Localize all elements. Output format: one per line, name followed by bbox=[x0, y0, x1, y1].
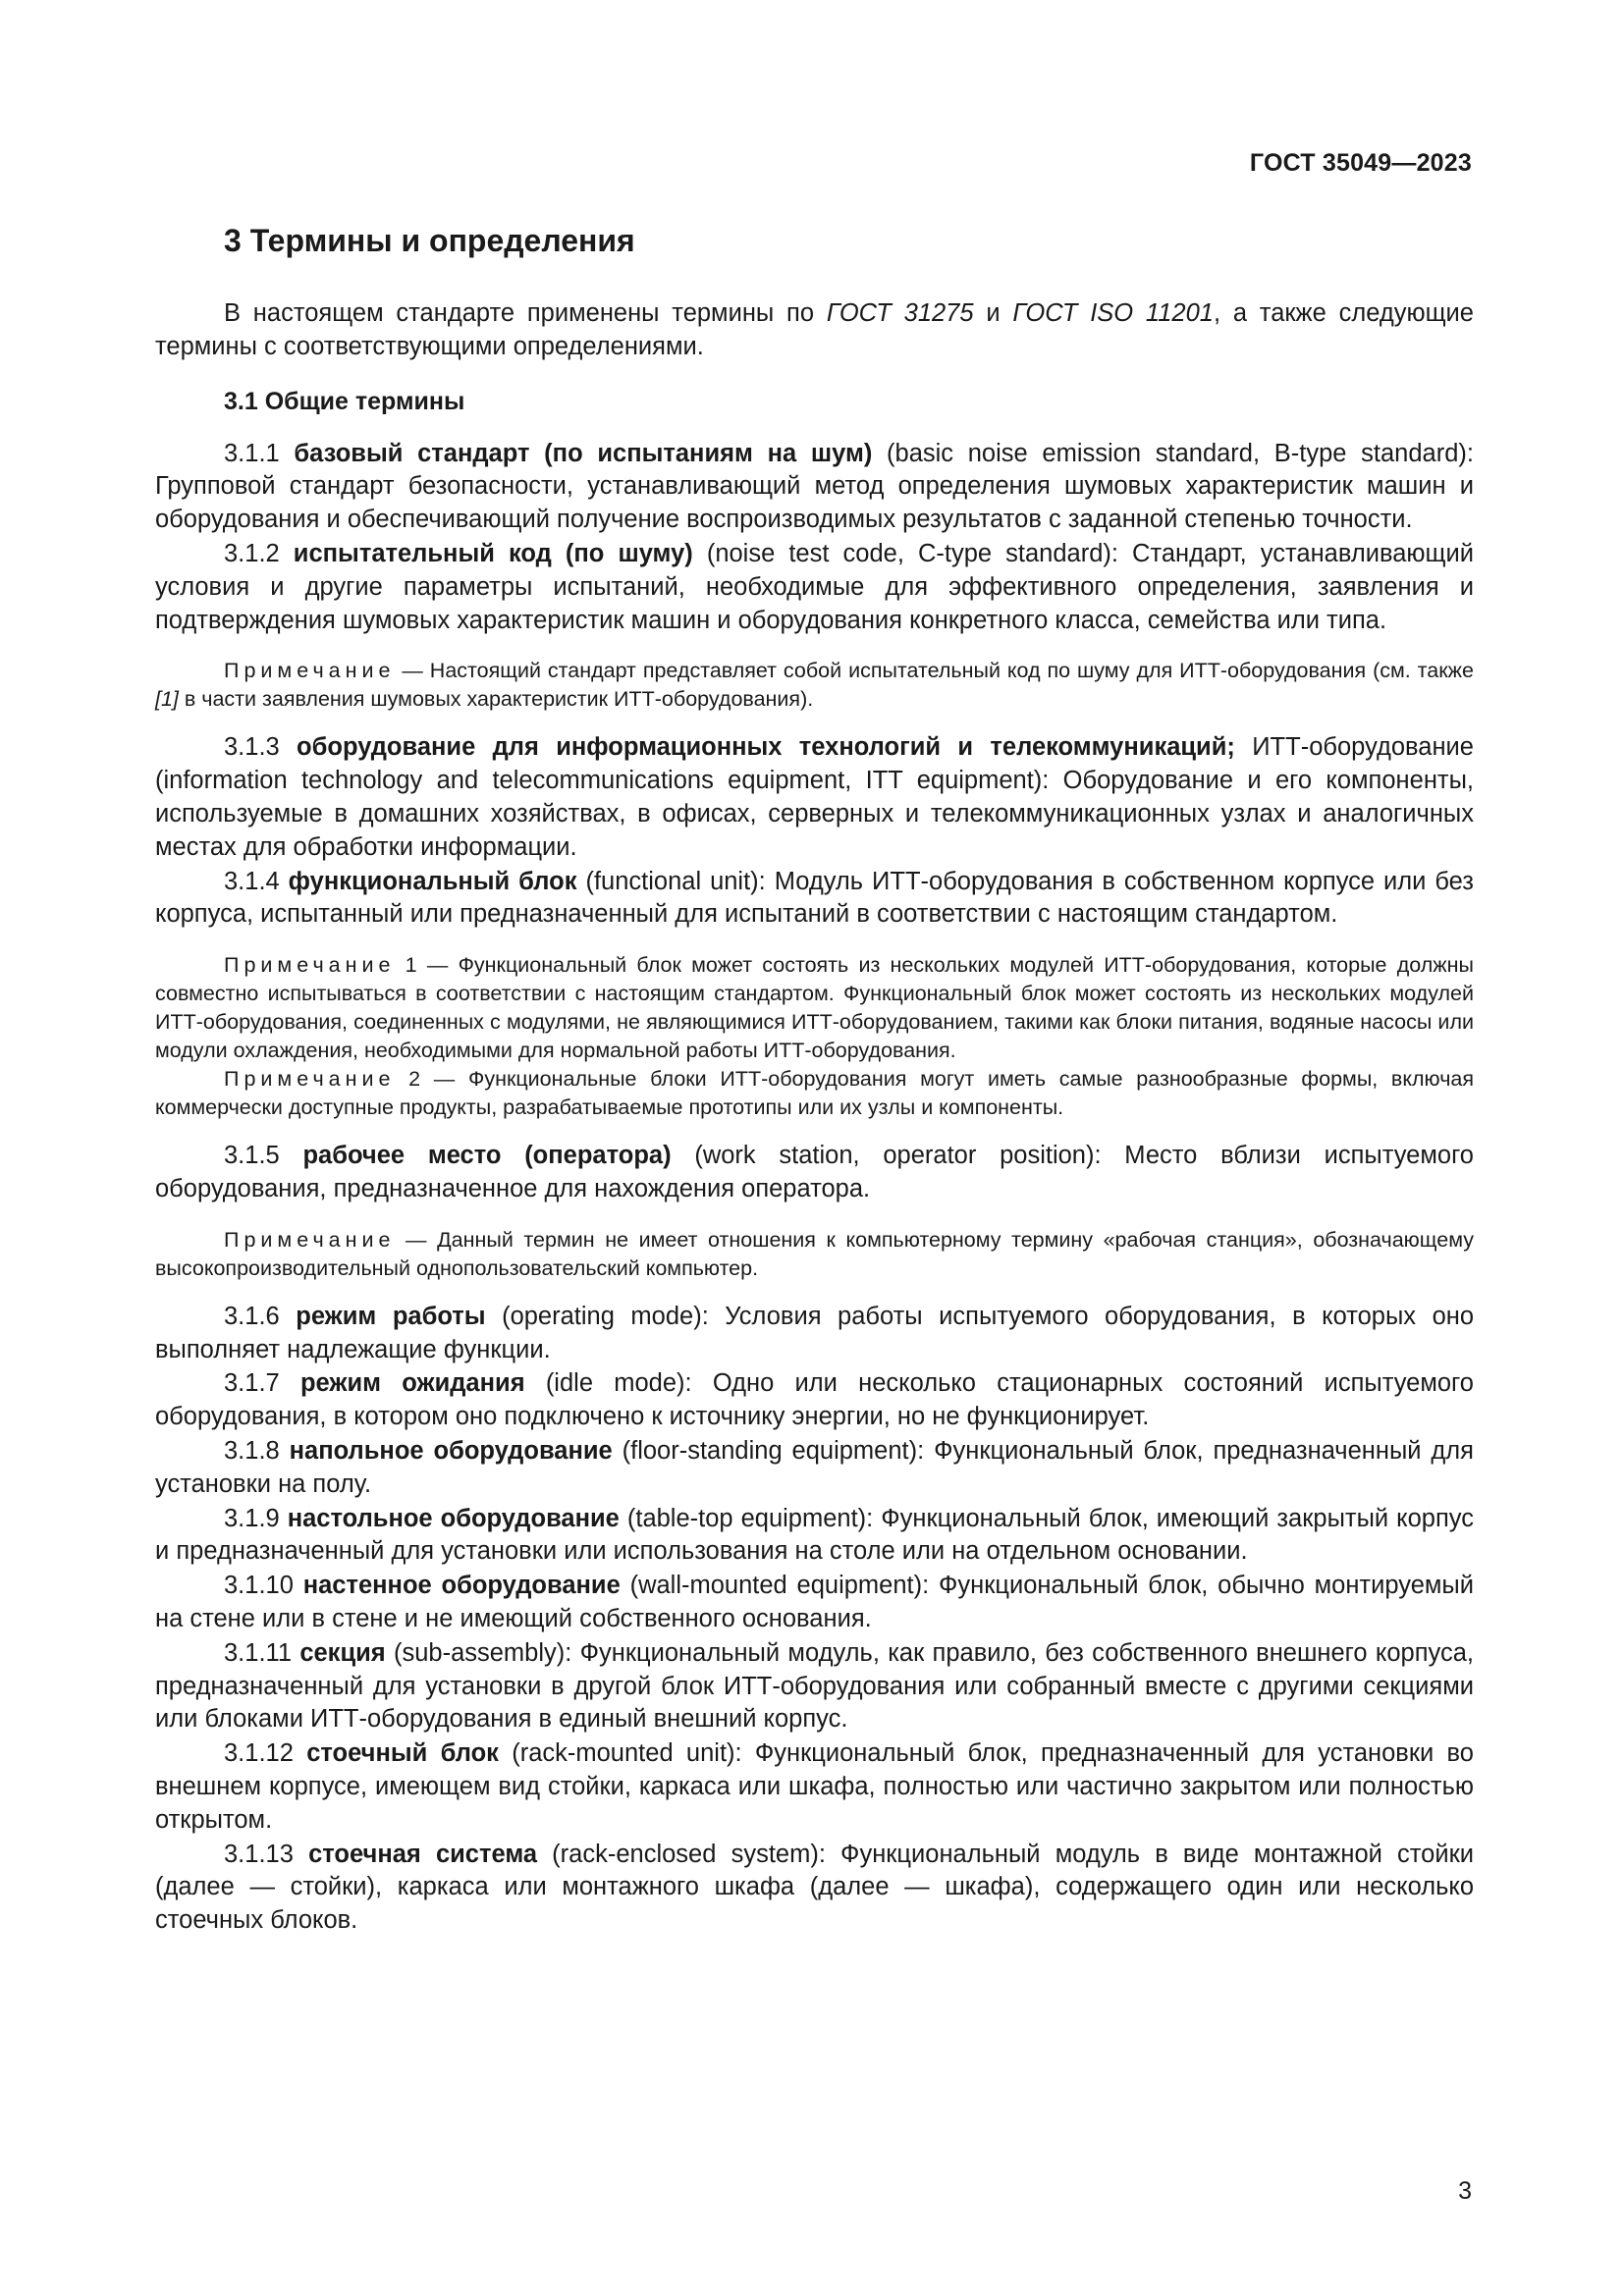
note-text: в части заявления шумовых характеристик ИТТ-оборудования). bbox=[178, 687, 814, 712]
section-title: 3 Термины и определения bbox=[224, 223, 635, 258]
term-name: испытательный код (по шуму) bbox=[293, 539, 693, 567]
term-3-1-5 bbox=[155, 1140, 1474, 1206]
term-definition: (rack-enclosed system): Функциональный модуль в виде монтажной стойки (далее — стойки), каркаса или монтажного шкафа (далее — шкафа), содержащего один или несколько стоечных блоков. bbox=[155, 1840, 1474, 1935]
term-number: 3.1.11 bbox=[224, 1638, 300, 1667]
term-name: секция bbox=[299, 1638, 386, 1667]
term-number: 3.1.13 bbox=[224, 1840, 309, 1868]
note-reference: [1] bbox=[155, 687, 179, 712]
term-3-1-12 bbox=[155, 1737, 1474, 1837]
term-definition: (idle mode): Одно или несколько стационарных состояний испытуемого оборудования, в котором оно подключено к источнику энергии, но не функционирует. bbox=[155, 1369, 1474, 1431]
subsection-title: 3.1 Общие термины bbox=[224, 387, 465, 415]
note-text: — Функциональный блок может состоять из нескольких модулей ИТТ-оборудования, которые должны совместно испытываться в соответствии с настоящим стандартом. Функциональный блок может состоять из нескольких модулей ИТТ-оборудования, соединенных с модулями, не являющимися ИТТ-оборудованием, такими как блоки питания, водяные насосы или модули охлаждения, необходимыми для нормальной работы ИТТ-оборудования. bbox=[155, 953, 1474, 1063]
term-number: 3.1.7 bbox=[224, 1369, 300, 1398]
reference-gost-31275: ГОСТ 31275 bbox=[826, 299, 974, 327]
term-number: 3.1.1 bbox=[224, 439, 295, 467]
term-definition: (basic noise emission standard, B-type standard): Групповой стандарт безопасности, устанавливающий метод определения шумовых характеристик машин и оборудования и обеспечивающий получение воспроизводимых результатов с заданной степенью точности. bbox=[155, 439, 1474, 534]
term-number: 3.1.5 bbox=[224, 1142, 303, 1170]
note-2-term-3-1-4 bbox=[155, 1065, 1474, 1122]
term-3-1-9 bbox=[155, 1503, 1474, 1570]
page-number: 3 bbox=[1458, 2177, 1472, 2205]
term-3-1-11 bbox=[155, 1637, 1474, 1736]
term-number: 3.1.4 bbox=[224, 867, 289, 895]
term-3-1-10 bbox=[155, 1570, 1474, 1636]
note-term-3-1-5 bbox=[155, 1226, 1474, 1283]
note-label: Примечание bbox=[224, 1067, 396, 1092]
document-number: ГОСТ 35049—2023 bbox=[1249, 149, 1472, 177]
term-3-1-6 bbox=[155, 1301, 1474, 1367]
note-number: 2 bbox=[395, 1067, 421, 1092]
term-number: 3.1.10 bbox=[224, 1572, 303, 1600]
page-content bbox=[155, 221, 1474, 1939]
term-name: настольное оборудование bbox=[287, 1504, 620, 1532]
note-number: 1 bbox=[395, 953, 417, 978]
term-definition: (work station, operator position): Место вблизи испытуемого оборудования, предназначенное для нахождения оператора. bbox=[155, 1142, 1474, 1202]
term-number: 3.1.6 bbox=[224, 1302, 297, 1330]
note-label: Примечание bbox=[224, 1227, 396, 1252]
term-definition: (floor-standing equipment): Функциональный блок, предназначенный для установки на полу. bbox=[155, 1436, 1474, 1498]
term-3-1-4 bbox=[155, 866, 1474, 933]
term-3-1-3 bbox=[155, 731, 1474, 864]
term-number: 3.1.12 bbox=[224, 1739, 307, 1768]
intro-text: В настоящем стандарте применены термины по bbox=[224, 299, 827, 327]
term-definition: (noise test code, C-type standard): Стандарт, устанавливающий условия и другие параметры испытаний, необходимые для эффективного определения, заявления и подтверждения шумовых характеристик машин и оборудования конкретного класса, семейства или типа. bbox=[155, 539, 1474, 634]
term-number: 3.1.9 bbox=[224, 1504, 288, 1532]
intro-paragraph bbox=[155, 297, 1474, 364]
term-name: настенное оборудование bbox=[302, 1572, 621, 1600]
reference-gost-iso-11201: ГОСТ ISO 11201 bbox=[1012, 299, 1214, 327]
term-definition: (rack-mounted unit): Функциональный блок, предназначенный для установки во внешнем корпусе, имеющем вид стойки, каркаса или шкафа, полностью или частично закрытом или полностью открытом. bbox=[155, 1739, 1474, 1834]
term-3-1-13 bbox=[155, 1839, 1474, 1938]
term-3-1-8 bbox=[155, 1435, 1474, 1502]
term-definition: ИТТ-оборудование (information technology and telecommunications equipment, ITT equipment): Оборудование и его компоненты, используемые в домашних хозяйствах, в офисах, серверных и телекоммуникационных узлах и аналогичных местах для обработки информации. bbox=[155, 733, 1474, 861]
term-name: режим ожидания bbox=[299, 1369, 525, 1398]
term-3-1-2 bbox=[155, 538, 1474, 637]
term-number: 3.1.2 bbox=[224, 539, 294, 567]
term-number: 3.1.8 bbox=[224, 1436, 290, 1465]
term-name: рабочее место (оператора) bbox=[302, 1142, 672, 1170]
note-text: — Функциональные блоки ИТТ-оборудования могут иметь самые разнообразные формы, включая коммерчески доступные продукты, разрабатываемые прототипы или их узлы и компоненты. bbox=[155, 1067, 1474, 1120]
note-label: Примечание bbox=[224, 953, 396, 978]
term-3-1-1 bbox=[155, 438, 1474, 537]
note-term-3-1-2 bbox=[155, 657, 1474, 714]
note-text: — Настоящий стандарт представляет собой испытательный код по шуму для ИТТ-оборудования (см. также bbox=[395, 659, 1474, 683]
term-name: стоечная система bbox=[308, 1840, 538, 1868]
term-name: оборудование для информационных технологий и телекоммуникаций; bbox=[297, 733, 1235, 762]
note-label: Примечание bbox=[224, 659, 396, 683]
term-name: функциональный блок bbox=[288, 867, 577, 895]
term-definition: (operating mode): Условия работы испытуемого оборудования, в которых оно выполняет надлежащие функции. bbox=[155, 1302, 1475, 1363]
term-definition: (wall-mounted equipment): Функциональный блок, обычно монтируемый на стене или в стене и не имеющий собственного основания. bbox=[155, 1572, 1474, 1632]
intro-text: , а также следующие термины с соответствующими определениями. bbox=[155, 299, 1474, 360]
note-text: — Данный термин не имеет отношения к компьютерному термину «рабочая станция», обозначающему высокопроизводительный однопользовательский компьютер. bbox=[155, 1227, 1474, 1280]
term-number: 3.1.3 bbox=[224, 733, 298, 762]
note-1-term-3-1-4 bbox=[155, 951, 1474, 1065]
term-definition: (functional unit): Модуль ИТТ-оборудования в собственном корпусе или без корпуса, испытанный или предназначенный для испытаний в соответствии с настоящим стандартом. bbox=[155, 867, 1474, 929]
term-name: напольное оборудование bbox=[289, 1436, 613, 1465]
term-3-1-7 bbox=[155, 1367, 1474, 1434]
term-name: стоечный блок bbox=[306, 1739, 499, 1768]
term-definition: (sub-assembly): Функциональный модуль, как правило, без собственного внешнего корпуса, предназначенный для установки в другой блок ИТТ-оборудования или собранный вместе с другими секциями или блоками ИТТ-оборудования в единый внешний корпус. bbox=[155, 1638, 1474, 1734]
intro-text: и bbox=[973, 299, 1013, 327]
term-name: базовый стандарт (по испытаниям на шум) bbox=[294, 439, 873, 467]
term-definition: (table-top equipment): Функциональный блок, имеющий закрытый корпус и предназначенный для установки или использования на столе или на отдельном основании. bbox=[155, 1504, 1474, 1566]
term-name: режим работы bbox=[296, 1302, 486, 1330]
